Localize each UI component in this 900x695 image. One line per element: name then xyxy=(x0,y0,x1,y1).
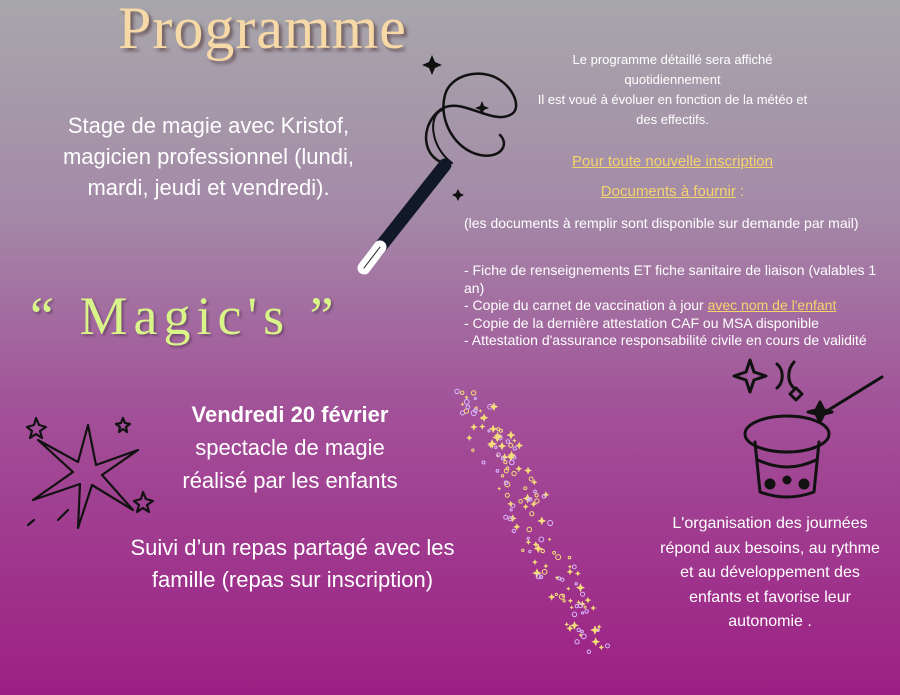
event-line2: spectacle de magie xyxy=(195,435,385,460)
sparkle-dot xyxy=(464,409,468,413)
sparkle-dot xyxy=(487,439,497,449)
sparkle-dot xyxy=(527,537,529,539)
sparkle-dot xyxy=(530,501,537,508)
sparkle-dot xyxy=(556,555,561,560)
sparkle-dot xyxy=(524,467,532,475)
sparkle-dot xyxy=(472,449,474,451)
sparkle-dot xyxy=(530,512,534,516)
sparkle-dot xyxy=(479,423,485,429)
vaccination-name-link[interactable]: avec nom de l'enfant xyxy=(707,297,837,313)
sparkle-dot xyxy=(567,568,574,575)
document-item-caf: - Copie de la dernière attestation CAF ou MSA disponible xyxy=(464,314,819,331)
sparkle-dot xyxy=(577,628,580,631)
page-title: Programme xyxy=(118,0,407,61)
sparkle-dot xyxy=(529,550,531,552)
repas-text: Suivi d’un repas partagé avec les famille (repas sur inscription) xyxy=(130,535,455,592)
sparkle-dot xyxy=(489,402,498,411)
sparkle-dot xyxy=(587,650,591,654)
sparkle-dot xyxy=(488,430,490,432)
sparkle-dot xyxy=(543,564,548,569)
sparkle-dot xyxy=(581,630,583,632)
sparkle-dot xyxy=(455,389,459,393)
sparkle-dot xyxy=(584,606,586,608)
programme-note xyxy=(530,50,815,130)
sparkle-dot xyxy=(506,431,515,440)
sparkle-dot xyxy=(605,644,609,648)
sparkle-dot xyxy=(563,600,565,602)
sparkle-dot xyxy=(524,487,527,490)
sparkle-dot xyxy=(581,612,583,614)
sparkle-dot xyxy=(561,578,564,581)
sparkle-dot xyxy=(580,592,584,596)
sparkle-dot xyxy=(523,494,533,504)
sparkle-dot xyxy=(512,438,516,442)
sparkle-dot xyxy=(519,500,523,504)
stage-description: Stage de magie avec Kristof, magicien professionnel (lundi, mardi, jeudi et vendredi). xyxy=(62,113,355,200)
sparkle-dot xyxy=(509,460,514,465)
sparkle-dot xyxy=(553,551,556,554)
sparkle-dot xyxy=(471,391,475,395)
sparkle-dot xyxy=(585,610,588,613)
sparkle-dot xyxy=(504,460,507,463)
documents-colon: : xyxy=(735,183,745,200)
sparkle-dot xyxy=(506,440,510,444)
event-line3: réalisé par les enfants xyxy=(182,468,398,493)
sparkle-dot xyxy=(548,520,553,525)
sparkle-dot xyxy=(531,479,538,486)
sparkle-dot xyxy=(461,391,464,394)
sparkle-dot xyxy=(512,471,516,475)
sparkle-dot xyxy=(568,598,573,603)
sparkle-dot xyxy=(525,539,531,545)
sparkle-dot xyxy=(584,597,591,604)
sparkle-dot xyxy=(470,423,478,431)
sparkle-dot xyxy=(591,637,600,646)
documents-heading xyxy=(545,183,800,200)
sparkle-dot xyxy=(532,559,538,565)
programme-note-line2: Il est voué à évoluer en fonction de la météo et des effectifs. xyxy=(537,92,808,127)
sparkle-dot xyxy=(466,435,472,441)
sparkle-dot xyxy=(497,487,501,491)
sparkle-dot xyxy=(489,425,498,434)
magics-title: “ Magic's ” xyxy=(30,286,340,346)
sparkle-dot xyxy=(466,405,470,409)
sparkle-dot xyxy=(523,504,529,510)
sparkle-dot xyxy=(464,395,469,400)
sparkle-trail-icon xyxy=(452,388,622,673)
sparkle-dot xyxy=(498,442,507,451)
sparkle-dot xyxy=(499,429,502,432)
magic-wand-icon xyxy=(350,55,530,285)
document-item-vaccination xyxy=(464,297,884,315)
sparkle-dot xyxy=(505,493,509,497)
sparkle-dot xyxy=(548,593,555,600)
sparkle-dot xyxy=(572,612,577,617)
sparkle-dot xyxy=(568,565,572,569)
sparkle-dot xyxy=(512,529,515,532)
sparkle-dot xyxy=(496,470,499,473)
sparkle-dot xyxy=(590,605,596,611)
sparkle-dot xyxy=(578,633,583,638)
sparkle-dot xyxy=(529,477,533,481)
sparkle-dot xyxy=(534,490,537,493)
event-date: Vendredi 20 février xyxy=(191,402,389,427)
sparkle-dot xyxy=(515,465,522,472)
sparkle-dot xyxy=(568,556,571,559)
sparkle-dot xyxy=(509,443,513,447)
sparkle-dot xyxy=(482,461,485,464)
sparkle-dot xyxy=(564,622,569,627)
sparkle-dot xyxy=(575,640,579,644)
sparkle-dot xyxy=(474,398,476,400)
sparkle-dot xyxy=(555,593,557,595)
sparkle-dot xyxy=(569,605,573,609)
document-item-fiche: - Fiche de renseignements ET fiche sanitaire de liaison (valables 1 an) xyxy=(464,262,877,296)
inscription-link[interactable]: Pour toute nouvelle inscription xyxy=(572,153,773,170)
sparkle-dot xyxy=(542,569,547,574)
sparkle-dot xyxy=(460,402,464,406)
sparkle-dot xyxy=(527,527,532,532)
sparkle-dot xyxy=(535,499,539,503)
event-block xyxy=(150,398,430,497)
sparkle-dot xyxy=(598,645,604,651)
sparkle-burst-icon xyxy=(18,410,158,535)
sparkle-dot xyxy=(575,571,581,577)
programme-note-line1: Le programme détaillé sera affiché quotidiennement xyxy=(572,52,773,87)
sparkle-dot xyxy=(539,537,544,542)
documents-note: (les documents à remplir sont disponible sur demande par mail) xyxy=(464,215,859,231)
sparkle-dot xyxy=(522,549,524,551)
sparkle-dot xyxy=(501,457,504,460)
document-item-vaccination-text: - Copie du carnet de vaccination à jour xyxy=(464,297,708,313)
sparkle-dot xyxy=(513,447,516,450)
sparkle-dot xyxy=(575,583,577,585)
sparkle-dot xyxy=(501,475,503,477)
sparkle-dot xyxy=(562,594,564,596)
magic-hat-icon xyxy=(722,352,892,502)
sparkle-dot xyxy=(566,586,571,591)
documents-link[interactable]: Documents à fournir xyxy=(600,183,736,200)
sparkle-dot xyxy=(464,399,469,404)
sparkle-dot xyxy=(510,509,512,511)
sparkle-dot xyxy=(541,549,544,552)
sparkle-dot xyxy=(572,565,576,569)
organisation-text: L'organisation des journées répond aux besoins, au rythme et au développement des enfants et favorise leur autonomie . xyxy=(660,515,880,630)
sparkle-dot xyxy=(504,515,508,519)
sparkle-dot xyxy=(478,409,482,413)
sparkle-dot xyxy=(535,494,538,497)
document-item-assurance: - Attestation d'assurance responsabilité civile en cours de validité xyxy=(464,332,867,348)
sparkle-dot xyxy=(537,516,546,525)
sparkle-dot xyxy=(495,446,497,448)
sparkle-dot xyxy=(548,537,552,541)
sparkle-dot xyxy=(507,501,514,508)
